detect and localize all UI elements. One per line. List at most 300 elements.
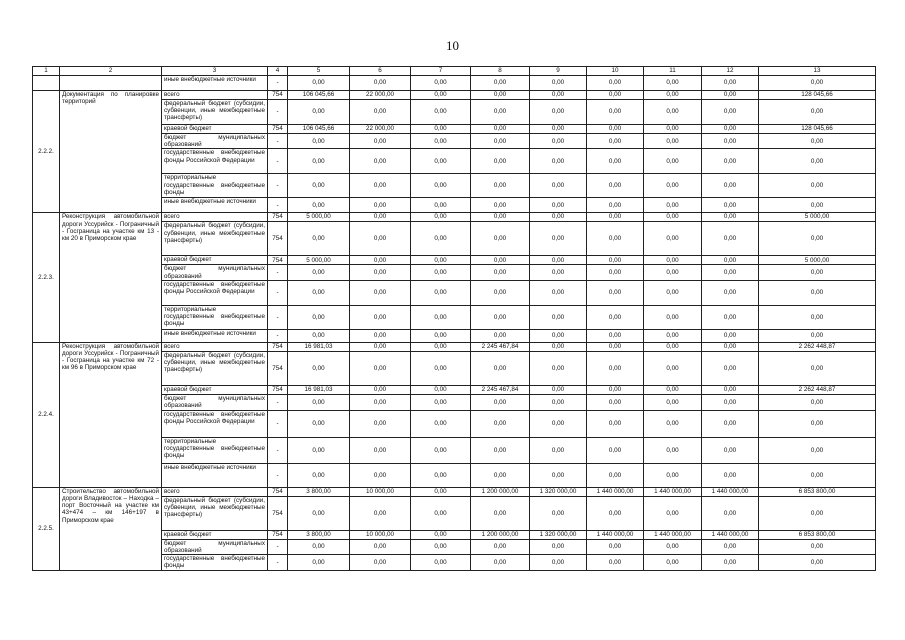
amount-cell: 0,00 (587, 342, 644, 351)
amount-cell: 0,00 (350, 437, 411, 463)
amount-cell: 0,00 (530, 496, 587, 530)
amount-cell: 6 853 800,00 (759, 530, 876, 539)
amount-cell: 0,00 (411, 530, 471, 539)
amount-cell: 0,00 (350, 213, 411, 222)
amount-cell: 0,00 (702, 539, 759, 554)
amount-cell: 0,00 (587, 280, 644, 305)
amount-cell: 1 200 000,00 (471, 530, 530, 539)
amount-cell: 0,00 (288, 149, 350, 174)
amount-cell: 0,00 (411, 410, 471, 437)
amount-cell: 16 981,03 (288, 342, 350, 351)
amount-cell: 0,00 (644, 329, 702, 342)
amount-cell: 0,00 (288, 265, 350, 280)
table-row (33, 487, 876, 496)
amount-cell: 0,00 (759, 496, 876, 530)
amount-cell: 0,00 (350, 342, 411, 351)
amount-cell: 0,00 (530, 76, 587, 91)
grbs-code-cell: - (268, 134, 288, 149)
amount-cell: 0,00 (530, 394, 587, 410)
measure-name-cell (60, 76, 162, 91)
amount-cell: 0,00 (530, 256, 587, 265)
funding-source-cell: всего (162, 91, 268, 100)
amount-cell: 0,00 (471, 394, 530, 410)
amount-cell: 0,00 (288, 496, 350, 530)
amount-cell: 16 981,03 (288, 385, 350, 394)
amount-cell: 0,00 (411, 222, 471, 256)
funding-source-cell: краевой бюджет (162, 530, 268, 539)
amount-cell: 0,00 (702, 496, 759, 530)
amount-cell: 0,00 (644, 280, 702, 305)
amount-cell: 0,00 (587, 76, 644, 91)
grbs-code-cell: - (268, 410, 288, 437)
funding-source-cell: территориальные государственные внебюджетные фонды (162, 437, 268, 463)
column-header: 9 (530, 67, 587, 76)
amount-cell: 0,00 (350, 100, 411, 125)
amount-cell: 0,00 (587, 463, 644, 487)
amount-cell: 128 045,66 (759, 125, 876, 134)
amount-cell: 0,00 (288, 394, 350, 410)
amount-cell: 0,00 (587, 305, 644, 329)
amount-cell: 0,00 (288, 76, 350, 91)
amount-cell: 0,00 (471, 555, 530, 570)
amount-cell: 0,00 (411, 329, 471, 342)
amount-cell: 0,00 (644, 265, 702, 280)
amount-cell: 0,00 (288, 351, 350, 385)
amount-cell: 0,00 (411, 265, 471, 280)
page-number: 10 (446, 38, 459, 53)
column-header: 4 (268, 67, 288, 76)
amount-cell: 0,00 (644, 256, 702, 265)
amount-cell: 0,00 (759, 174, 876, 198)
amount-cell: 2 262 448,87 (759, 385, 876, 394)
amount-cell: 0,00 (288, 539, 350, 554)
amount-cell: 0,00 (471, 125, 530, 134)
amount-cell: 0,00 (530, 134, 587, 149)
funding-source-cell: иные внебюджетные источники (162, 329, 268, 342)
amount-cell: 6 853 800,00 (759, 487, 876, 496)
amount-cell: 0,00 (702, 91, 759, 100)
column-header: 6 (350, 67, 411, 76)
amount-cell: 0,00 (587, 410, 644, 437)
amount-cell: 1 440 000,00 (644, 530, 702, 539)
amount-cell: 0,00 (530, 174, 587, 198)
amount-cell: 0,00 (702, 463, 759, 487)
amount-cell: 1 440 000,00 (702, 487, 759, 496)
amount-cell: 0,00 (759, 280, 876, 305)
amount-cell: 3 800,00 (288, 530, 350, 539)
amount-cell: 5 000,00 (759, 213, 876, 222)
grbs-code-cell: - (268, 265, 288, 280)
amount-cell: 0,00 (587, 351, 644, 385)
grbs-code-cell: 754 (268, 487, 288, 496)
amount-cell: 0,00 (702, 351, 759, 385)
funding-source-cell: государственные внебюджетные фонды (162, 555, 268, 570)
amount-cell: 0,00 (411, 487, 471, 496)
amount-cell: 0,00 (350, 394, 411, 410)
amount-cell: 1 440 000,00 (587, 487, 644, 496)
amount-cell: 0,00 (350, 265, 411, 280)
amount-cell: 106 045,66 (288, 91, 350, 100)
funding-source-cell: бюджет муниципальных образований (162, 394, 268, 410)
amount-cell: 0,00 (350, 280, 411, 305)
amount-cell: 0,00 (702, 256, 759, 265)
amount-cell: 0,00 (350, 222, 411, 256)
amount-cell: 0,00 (411, 174, 471, 198)
funding-source-cell: всего (162, 342, 268, 351)
amount-cell: 0,00 (530, 100, 587, 125)
amount-cell: 0,00 (411, 555, 471, 570)
amount-cell: 5 000,00 (288, 256, 350, 265)
column-header: 7 (411, 67, 471, 76)
amount-cell: 0,00 (759, 76, 876, 91)
amount-cell: 0,00 (471, 351, 530, 385)
funding-source-cell: бюджет муниципальных образований (162, 539, 268, 554)
amount-cell: 0,00 (644, 125, 702, 134)
amount-cell: 0,00 (350, 329, 411, 342)
amount-cell: 0,00 (411, 198, 471, 213)
amount-cell: 1 440 000,00 (644, 487, 702, 496)
amount-cell: 0,00 (759, 394, 876, 410)
budget-table (32, 66, 876, 571)
amount-cell: 0,00 (288, 437, 350, 463)
amount-cell: 0,00 (702, 198, 759, 213)
amount-cell: 0,00 (350, 305, 411, 329)
amount-cell: 10 000,00 (350, 487, 411, 496)
amount-cell: 0,00 (759, 410, 876, 437)
amount-cell: 0,00 (411, 539, 471, 554)
amount-cell: 106 045,66 (288, 125, 350, 134)
amount-cell: 0,00 (644, 213, 702, 222)
amount-cell: 0,00 (530, 539, 587, 554)
amount-cell: 0,00 (587, 555, 644, 570)
amount-cell: 0,00 (644, 305, 702, 329)
amount-cell: 22 000,00 (350, 91, 411, 100)
grbs-code-cell: - (268, 76, 288, 91)
amount-cell: 0,00 (411, 305, 471, 329)
amount-cell: 0,00 (411, 100, 471, 125)
funding-source-cell: бюджет муниципальных образований (162, 265, 268, 280)
amount-cell: 0,00 (350, 555, 411, 570)
grbs-code-cell: 754 (268, 256, 288, 265)
amount-cell: 0,00 (702, 342, 759, 351)
amount-cell: 0,00 (644, 222, 702, 256)
grbs-code-cell: 754 (268, 351, 288, 385)
amount-cell: 0,00 (702, 385, 759, 394)
amount-cell: 0,00 (702, 394, 759, 410)
amount-cell: 0,00 (350, 134, 411, 149)
amount-cell: 0,00 (644, 342, 702, 351)
amount-cell: 0,00 (350, 351, 411, 385)
amount-cell: 0,00 (759, 555, 876, 570)
amount-cell: 0,00 (471, 410, 530, 437)
amount-cell: 0,00 (759, 222, 876, 256)
amount-cell: 0,00 (702, 174, 759, 198)
amount-cell: 0,00 (644, 539, 702, 554)
column-header: 2 (60, 67, 162, 76)
amount-cell: 0,00 (587, 91, 644, 100)
amount-cell: 0,00 (587, 394, 644, 410)
amount-cell: 0,00 (411, 76, 471, 91)
table-row (33, 76, 876, 91)
column-header: 10 (587, 67, 644, 76)
amount-cell: 0,00 (702, 222, 759, 256)
grbs-code-cell: - (268, 280, 288, 305)
amount-cell: 2 245 467,84 (471, 342, 530, 351)
amount-cell: 0,00 (530, 463, 587, 487)
amount-cell: 0,00 (471, 76, 530, 91)
amount-cell: 0,00 (587, 174, 644, 198)
table-row (33, 91, 876, 100)
amount-cell: 0,00 (288, 280, 350, 305)
amount-cell: 0,00 (288, 134, 350, 149)
amount-cell: 0,00 (587, 149, 644, 174)
amount-cell: 0,00 (411, 91, 471, 100)
amount-cell: 0,00 (587, 329, 644, 342)
amount-cell: 0,00 (530, 125, 587, 134)
funding-source-cell: территориальные государственные внебюджетные фонды (162, 174, 268, 198)
amount-cell: 22 000,00 (350, 125, 411, 134)
amount-cell: 0,00 (530, 149, 587, 174)
amount-cell: 0,00 (411, 125, 471, 134)
amount-cell: 0,00 (411, 496, 471, 530)
funding-source-cell: территориальные государственные внебюджетные фонды (162, 305, 268, 329)
measure-name-cell: Реконструкция автомобильной дороги Уссурийск - Пограничный - Госграница на участке км 13 - км 20 в Приморском крае (60, 213, 162, 342)
amount-cell: 0,00 (702, 437, 759, 463)
amount-cell: 0,00 (702, 149, 759, 174)
amount-cell: 0,00 (530, 222, 587, 256)
amount-cell: 0,00 (411, 134, 471, 149)
amount-cell: 1 200 000,00 (471, 487, 530, 496)
funding-source-cell: федеральный бюджет (субсидии, субвенции, иные межбюджетные трансферты) (162, 222, 268, 256)
amount-cell: 0,00 (759, 329, 876, 342)
funding-source-cell: федеральный бюджет (субсидии, субвенции, иные межбюджетные трансферты) (162, 496, 268, 530)
amount-cell: 2 262 448,87 (759, 342, 876, 351)
amount-cell: 0,00 (530, 329, 587, 342)
column-header: 5 (288, 67, 350, 76)
grbs-code-cell: - (268, 555, 288, 570)
amount-cell: 0,00 (411, 437, 471, 463)
row-index-cell: 2.2.5. (33, 487, 60, 570)
amount-cell: 0,00 (530, 305, 587, 329)
amount-cell: 5 000,00 (288, 213, 350, 222)
funding-source-cell: федеральный бюджет (субсидии, субвенции, иные межбюджетные трансферты) (162, 351, 268, 385)
amount-cell: 0,00 (587, 100, 644, 125)
amount-cell: 0,00 (471, 265, 530, 280)
amount-cell: 0,00 (411, 342, 471, 351)
amount-cell: 0,00 (530, 437, 587, 463)
amount-cell: 0,00 (350, 539, 411, 554)
amount-cell: 0,00 (644, 463, 702, 487)
amount-cell: 2 245 467,84 (471, 385, 530, 394)
amount-cell: 0,00 (411, 280, 471, 305)
amount-cell: 0,00 (288, 410, 350, 437)
amount-cell: 0,00 (759, 437, 876, 463)
column-header: 8 (471, 67, 530, 76)
amount-cell: 0,00 (759, 100, 876, 125)
amount-cell: 0,00 (471, 463, 530, 487)
amount-cell: 0,00 (702, 329, 759, 342)
measure-name-cell: Строительство автомобильной дороги Владивосток – Находка – порт Восточный на участке км 43+474 – км 146+197 в Приморском крае (60, 487, 162, 570)
amount-cell: 0,00 (288, 305, 350, 329)
amount-cell: 0,00 (702, 280, 759, 305)
amount-cell: 0,00 (411, 385, 471, 394)
amount-cell: 1 320 000,00 (530, 530, 587, 539)
amount-cell: 0,00 (587, 385, 644, 394)
amount-cell: 0,00 (644, 351, 702, 385)
column-header: 12 (702, 67, 759, 76)
funding-source-cell: государственные внебюджетные фонды Российской Федерации (162, 149, 268, 174)
amount-cell: 0,00 (350, 76, 411, 91)
amount-cell: 0,00 (288, 555, 350, 570)
amount-cell: 0,00 (411, 256, 471, 265)
amount-cell: 0,00 (471, 437, 530, 463)
amount-cell: 0,00 (471, 280, 530, 305)
row-index-cell (33, 76, 60, 91)
amount-cell: 0,00 (350, 496, 411, 530)
table-row (33, 342, 876, 351)
amount-cell: 0,00 (530, 198, 587, 213)
column-header: 13 (759, 67, 876, 76)
amount-cell: 5 000,00 (759, 256, 876, 265)
table-row (33, 213, 876, 222)
amount-cell: 0,00 (350, 198, 411, 213)
grbs-code-cell: - (268, 198, 288, 213)
amount-cell: 3 800,00 (288, 487, 350, 496)
amount-cell: 0,00 (471, 174, 530, 198)
amount-cell: 0,00 (587, 265, 644, 280)
grbs-code-cell: - (268, 305, 288, 329)
funding-source-cell: иные внебюджетные источники (162, 463, 268, 487)
grbs-code-cell: - (268, 329, 288, 342)
row-index-cell: 2.2.4. (33, 342, 60, 487)
amount-cell: 10 000,00 (350, 530, 411, 539)
amount-cell: 0,00 (530, 555, 587, 570)
amount-cell: 0,00 (530, 91, 587, 100)
amount-cell: 0,00 (644, 91, 702, 100)
funding-source-cell: краевой бюджет (162, 256, 268, 265)
amount-cell: 0,00 (702, 213, 759, 222)
amount-cell: 0,00 (530, 385, 587, 394)
amount-cell: 0,00 (587, 256, 644, 265)
grbs-code-cell: 754 (268, 496, 288, 530)
amount-cell: 0,00 (644, 394, 702, 410)
funding-source-cell: государственные внебюджетные фонды Российской Федерации (162, 410, 268, 437)
amount-cell: 0,00 (471, 256, 530, 265)
amount-cell: 0,00 (350, 149, 411, 174)
amount-cell: 0,00 (644, 76, 702, 91)
measure-name-cell: Документация по планировке территорий (60, 91, 162, 213)
amount-cell: 0,00 (644, 437, 702, 463)
amount-cell: 0,00 (471, 496, 530, 530)
amount-cell: 0,00 (530, 213, 587, 222)
amount-cell: 0,00 (702, 125, 759, 134)
amount-cell: 0,00 (288, 329, 350, 342)
amount-cell: 1 320 000,00 (530, 487, 587, 496)
amount-cell: 0,00 (471, 329, 530, 342)
amount-cell: 0,00 (759, 463, 876, 487)
grbs-code-cell: 754 (268, 213, 288, 222)
amount-cell: 128 045,66 (759, 91, 876, 100)
amount-cell: 0,00 (350, 174, 411, 198)
funding-source-cell: бюджет муниципальных образований (162, 134, 268, 149)
amount-cell: 0,00 (471, 213, 530, 222)
amount-cell: 0,00 (644, 134, 702, 149)
grbs-code-cell: - (268, 463, 288, 487)
funding-source-cell: краевой бюджет (162, 385, 268, 394)
amount-cell: 0,00 (471, 222, 530, 256)
amount-cell: 0,00 (644, 198, 702, 213)
amount-cell: 0,00 (759, 539, 876, 554)
amount-cell: 0,00 (471, 305, 530, 329)
amount-cell: 0,00 (702, 76, 759, 91)
amount-cell: 0,00 (587, 539, 644, 554)
amount-cell: 0,00 (288, 463, 350, 487)
amount-cell: 0,00 (411, 149, 471, 174)
funding-source-cell: иные внебюджетные источники (162, 76, 268, 91)
amount-cell: 0,00 (759, 198, 876, 213)
amount-cell: 0,00 (644, 555, 702, 570)
amount-cell: 0,00 (350, 256, 411, 265)
amount-cell: 0,00 (644, 496, 702, 530)
grbs-code-cell: - (268, 174, 288, 198)
amount-cell: 0,00 (587, 222, 644, 256)
grbs-code-cell: 754 (268, 125, 288, 134)
amount-cell: 0,00 (587, 496, 644, 530)
amount-cell: 0,00 (530, 265, 587, 280)
amount-cell: 0,00 (471, 539, 530, 554)
grbs-code-cell: - (268, 394, 288, 410)
amount-cell: 0,00 (530, 351, 587, 385)
amount-cell: 0,00 (702, 305, 759, 329)
amount-cell: 0,00 (702, 410, 759, 437)
amount-cell: 0,00 (288, 198, 350, 213)
amount-cell: 1 440 000,00 (587, 530, 644, 539)
amount-cell: 0,00 (471, 91, 530, 100)
grbs-code-cell: 754 (268, 342, 288, 351)
amount-cell: 0,00 (350, 463, 411, 487)
amount-cell: 0,00 (350, 385, 411, 394)
column-header: 1 (33, 67, 60, 76)
amount-cell: 0,00 (530, 342, 587, 351)
amount-cell: 0,00 (411, 351, 471, 385)
amount-cell: 0,00 (587, 437, 644, 463)
funding-source-cell: иные внебюджетные источники (162, 198, 268, 213)
row-index-cell: 2.2.2. (33, 91, 60, 213)
amount-cell: 0,00 (759, 351, 876, 385)
grbs-code-cell: 754 (268, 385, 288, 394)
amount-cell: 0,00 (587, 213, 644, 222)
column-number-row (33, 67, 876, 76)
amount-cell: 0,00 (471, 198, 530, 213)
amount-cell: 0,00 (411, 394, 471, 410)
amount-cell: 0,00 (530, 280, 587, 305)
amount-cell: 0,00 (702, 100, 759, 125)
amount-cell: 0,00 (411, 213, 471, 222)
amount-cell: 0,00 (288, 100, 350, 125)
grbs-code-cell: - (268, 100, 288, 125)
amount-cell: 0,00 (644, 385, 702, 394)
amount-cell: 0,00 (411, 463, 471, 487)
funding-source-cell: всего (162, 487, 268, 496)
column-header: 3 (162, 67, 268, 76)
amount-cell: 0,00 (644, 149, 702, 174)
amount-cell: 0,00 (759, 134, 876, 149)
grbs-code-cell: - (268, 539, 288, 554)
amount-cell: 0,00 (644, 100, 702, 125)
amount-cell: 0,00 (644, 174, 702, 198)
grbs-code-cell: 754 (268, 530, 288, 539)
funding-source-cell: всего (162, 213, 268, 222)
